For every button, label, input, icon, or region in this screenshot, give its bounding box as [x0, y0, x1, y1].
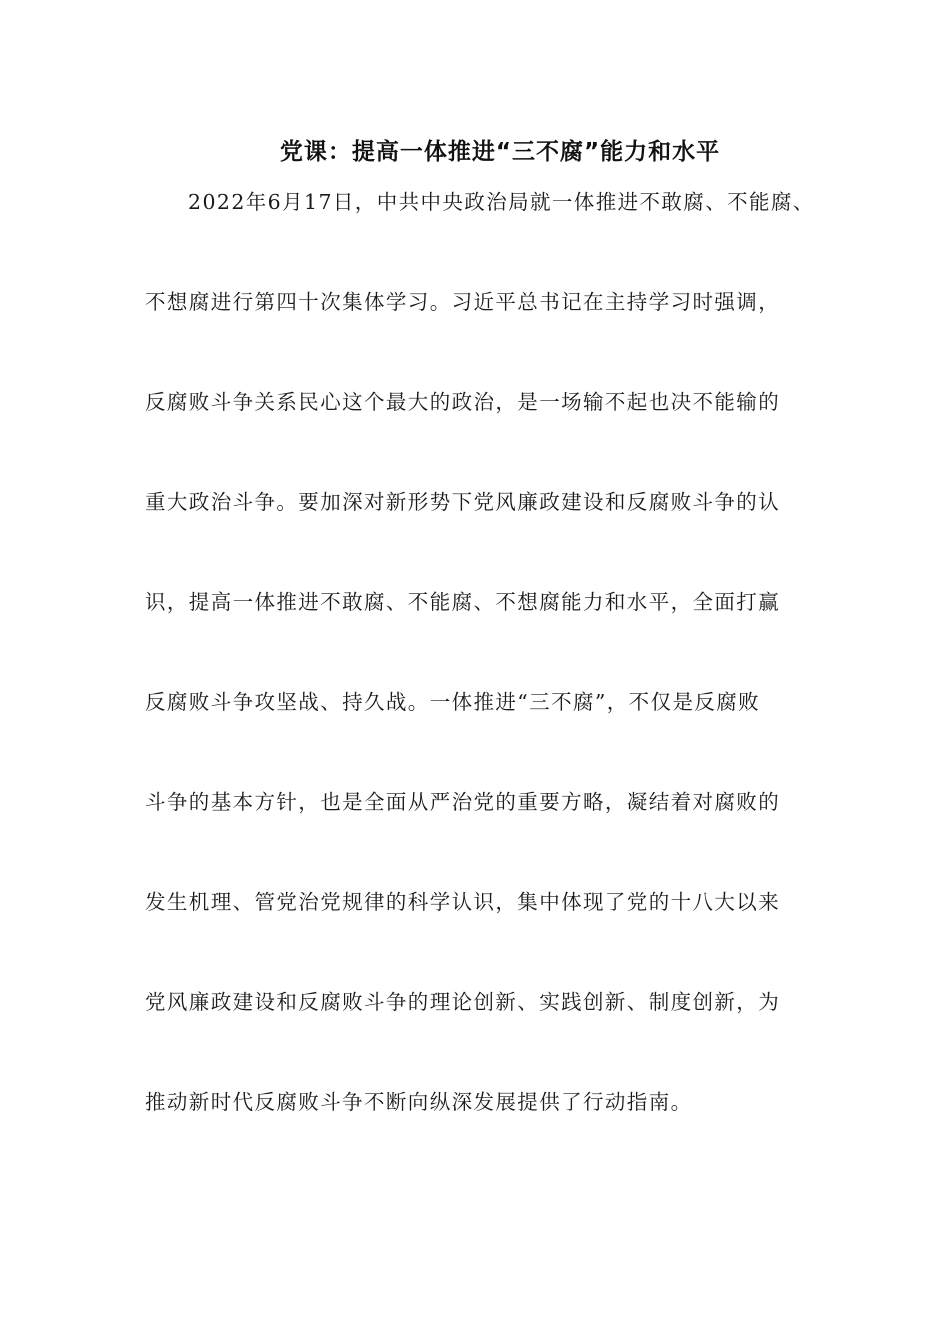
paragraph-line: 推动新时代反腐败斗争不断向纵深发展提供了行动指南。	[145, 1090, 693, 1114]
paragraph-line: 发生机理、管党治党规律的科学认识，集中体现了党的十八大以来	[145, 890, 781, 914]
paragraph-line: 2022年6月17日，中共中央政治局就一体推进不敢腐、不能腐、	[188, 190, 815, 214]
paragraph-line: 斗争的基本方针，也是全面从严治党的重要方略，凝结着对腐败的	[145, 790, 781, 814]
paragraph-line: 不想腐进行第四十次集体学习。习近平总书记在主持学习时强调，	[145, 290, 781, 314]
document-title: 党课：提高一体推进“三不腐”能力和水平	[279, 139, 721, 165]
paragraph-line: 重大政治斗争。要加深对新形势下党风廉政建设和反腐败斗争的认	[145, 490, 781, 514]
paragraph-line: 反腐败斗争关系民心这个最大的政治，是一场输不起也决不能输的	[145, 390, 781, 414]
paragraph-line: 识，提高一体推进不敢腐、不能腐、不想腐能力和水平，全面打赢	[145, 590, 781, 614]
paragraph-line: 党风廉政建设和反腐败斗争的理论创新、实践创新、制度创新，为	[145, 990, 781, 1014]
paragraph-line: 反腐败斗争攻坚战、持久战。一体推进“三不腐”，不仅是反腐败	[145, 690, 761, 714]
